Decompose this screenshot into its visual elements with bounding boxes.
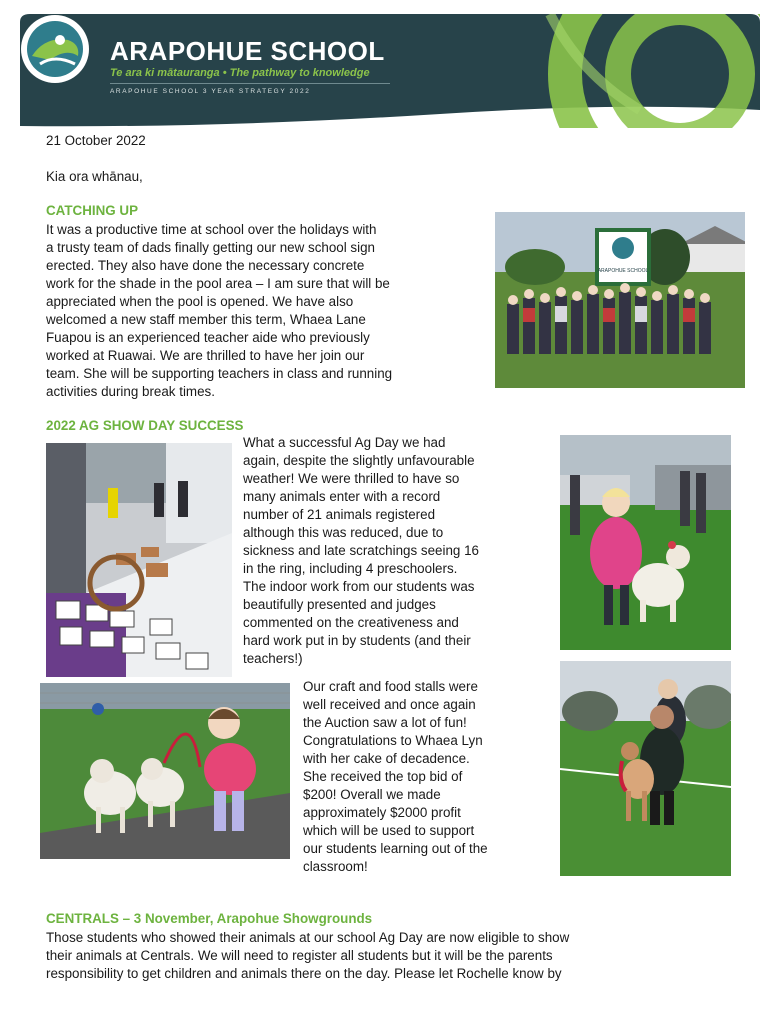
text-line: Congratulations to Whaea Lyn [303,733,483,748]
text-line: in the ring, including 4 preschoolers. [243,561,458,576]
text-line: beautifully presented and judges [243,597,436,612]
text-line: What a successful Ag Day we had [243,435,446,450]
heading-ag-show: 2022 AG SHOW DAY SUCCESS [46,418,244,433]
photo-girl-with-lamb [560,435,731,650]
text-line: our students learning out of the [303,841,488,856]
text-line: approximately $2000 profit [303,805,461,820]
text-line: teachers!) [243,651,303,666]
text-line: worked at Ruawai. We are thrilled to have her join our [46,348,365,363]
school-name: ARAPOHUE SCHOOL [110,36,385,66]
strategy-caption: ARAPOHUE SCHOOL 3 YEAR STRATEGY 2022 [110,88,311,95]
text-line: with her cake of decadence. [303,751,470,766]
text-line: The indoor work from our students was [243,579,475,594]
text-line: a trusty team of dads finally getting our new school sign [46,240,375,255]
text-line: activities during break times. [46,384,215,399]
text-line: again, despite the slightly unfavourable [243,453,475,468]
text-line: hard work put in by students (and their [243,633,471,648]
school-tagline: Te ara ki mātauranga • The pathway to knowledge [110,67,370,79]
text-line: $200! Overall we made [303,787,441,802]
photo-school-sign-group [495,212,745,388]
text-line: Fuapou is an experienced teacher aide who previously [46,330,370,345]
catching-up-paragraph [46,221,491,401]
text-line: many animals enter with a record [243,489,441,504]
header-banner [20,14,760,128]
ag-show-paragraph-1 [243,434,543,668]
text-line: sickness and late scratchings seeing 16 [243,543,479,558]
text-line: erected. They also have done the necessary concrete [46,258,365,273]
text-line: Those students who showed their animals at our school Ag Day are now eligible to show [46,930,570,945]
text-line: although this was reduced, due to [243,525,444,540]
text-line: the Auction saw a lot of fun! [303,715,467,730]
letter-date: 21 October 2022 [46,133,146,148]
text-line: team. She will be supporting teachers in class and running [46,366,393,381]
greeting: Kia ora whānau, [46,169,143,184]
text-line: It was a productive time at school over the holidays with [46,222,377,237]
photo-indoor-work [46,443,232,677]
photo-boy-with-calf [560,661,731,876]
header-rule [110,83,390,84]
heading-centrals: CENTRALS – 3 November, Arapohue Showgrounds [46,911,373,926]
text-line: weather! We were thrilled to have so [243,471,460,486]
photo-toddler-with-lambs [40,683,290,859]
text-line: responsibility to get children and animals there on the day. Please let Rochelle know by [46,966,562,981]
school-logo [20,14,90,84]
text-line: She received the top bid of [303,769,463,784]
text-line: commented on the creativeness and [243,615,459,630]
text-line: their animals at Centrals. We will need to register all students but it will be the parents [46,948,553,963]
sign-text: ARAPOHUE SCHOOL [597,268,649,274]
heading-catching-up: CATCHING UP [46,203,138,218]
text-line: well received and once again [303,697,476,712]
text-line: welcomed a new staff member this term, Whaea Lane [46,312,366,327]
text-line: which will be used to support [303,823,475,838]
text-line: Our craft and food stalls were [303,679,478,694]
centrals-paragraph [46,929,736,983]
ag-show-paragraph-2 [303,678,553,876]
text-line: appreciated when the pool is opened. We have also [46,294,354,309]
text-line: number of 21 animals registered [243,507,436,522]
text-line: classroom! [303,859,368,874]
text-line: work for the shade in the pool area – I am sure that will be [46,276,390,291]
